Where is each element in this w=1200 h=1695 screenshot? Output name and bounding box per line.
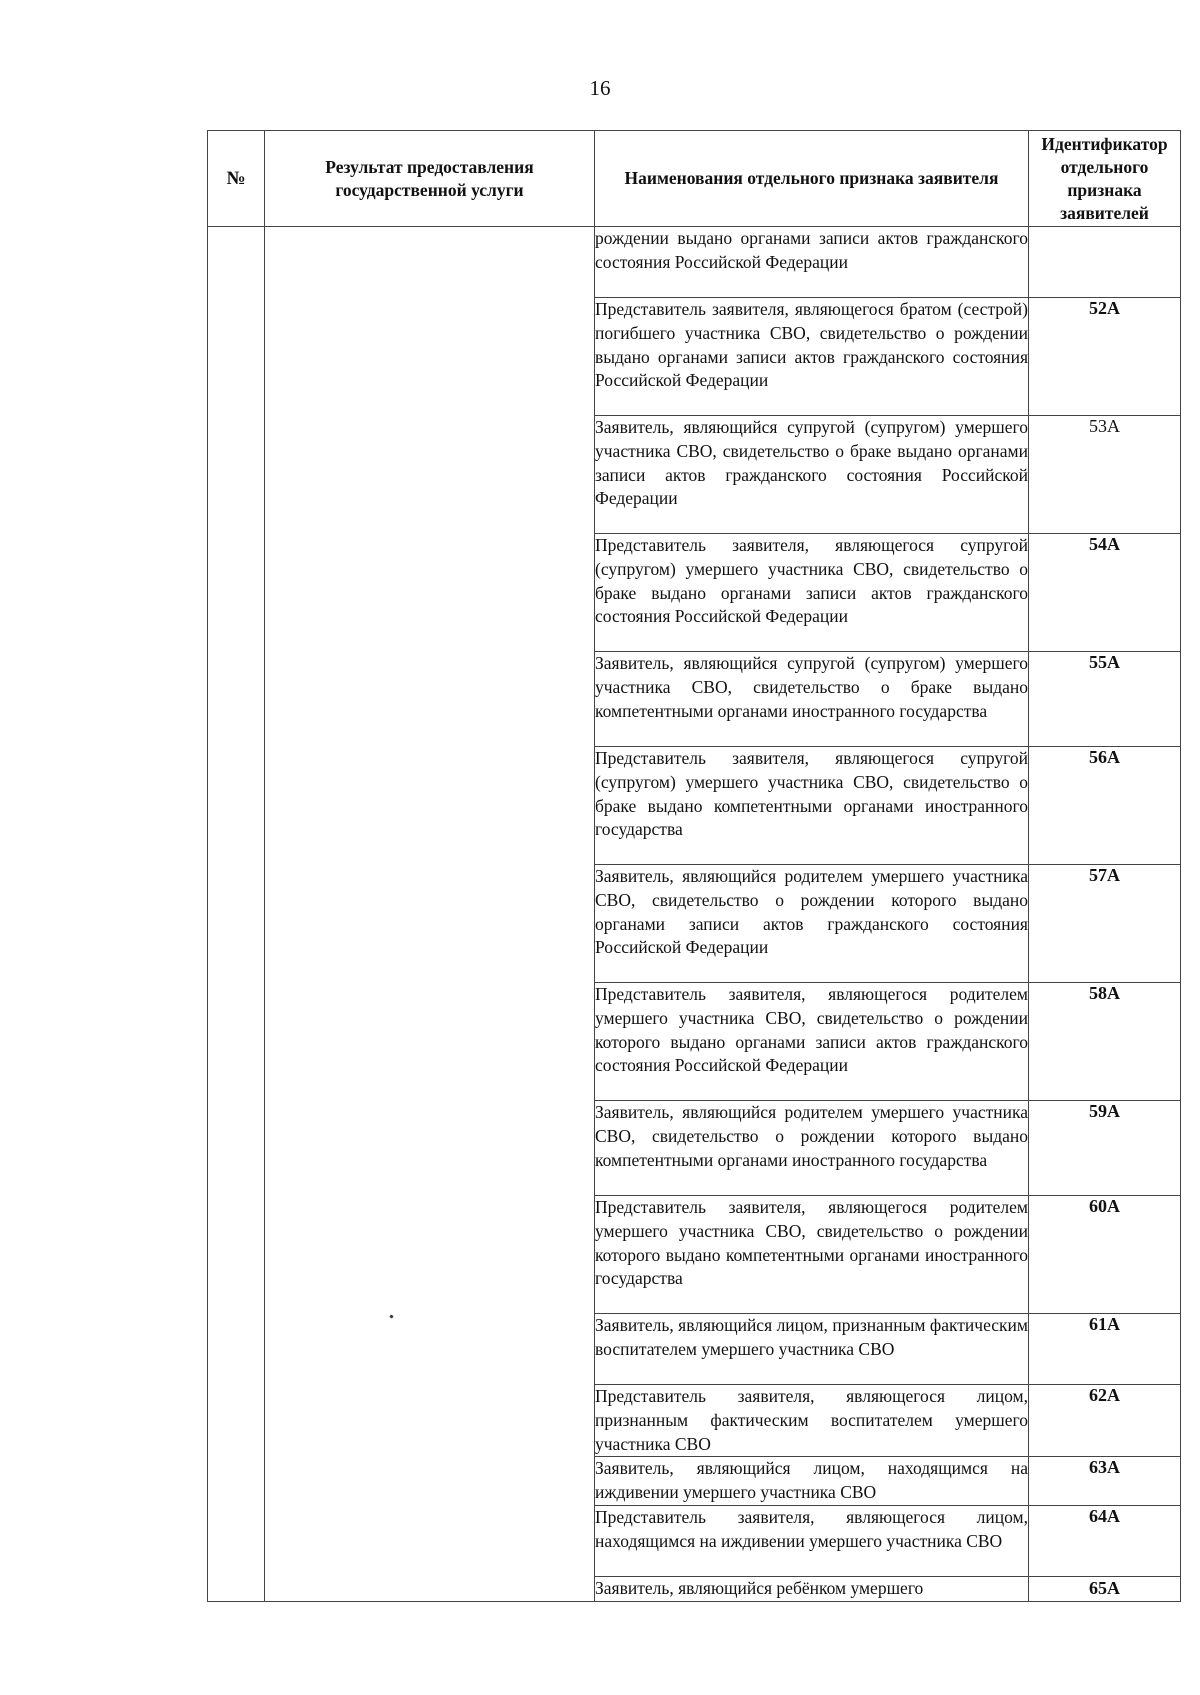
identifier-cell: 54А xyxy=(1029,534,1181,652)
identifier-cell: 55А xyxy=(1029,652,1181,747)
table-header-row xyxy=(208,131,1181,227)
feature-cell: Заявитель, являющийся лицом, находящимся на иждивении умершего участника СВО xyxy=(595,1457,1029,1506)
feature-cell: рождении выдано органами записи актов гражданского состояния Российской Федерации xyxy=(595,227,1029,298)
identifier-cell: 58А xyxy=(1029,983,1181,1101)
feature-cell: Представитель заявителя, являющегося лицом, находящимся на иждивении умершего участника СВО xyxy=(595,1505,1029,1576)
header-number: № xyxy=(208,131,265,227)
identifier-cell: 65А xyxy=(1029,1576,1181,1601)
feature-cell: Представитель заявителя, являющегося супругой (супругом) умершего участника СВО, свидетельство о браке выдано компетентными органами иностранного государства xyxy=(595,747,1029,865)
identifier-cell: 52А xyxy=(1029,298,1181,416)
feature-cell: Представитель заявителя, являющегося лицом, признанным фактическим воспитателем умершего участника СВО xyxy=(595,1385,1029,1457)
header-result: Результат предоставления государственной услуги xyxy=(265,131,595,227)
identifier-cell: 59А xyxy=(1029,1101,1181,1196)
feature-cell: Заявитель, являющийся супругой (супругом) умершего участника СВО, свидетельство о браке выдано органами записи актов гражданского состояния Российской Федерации xyxy=(595,416,1029,534)
feature-cell: Заявитель, являющийся ребёнком умершего xyxy=(595,1576,1029,1601)
identifier-cell: 61А xyxy=(1029,1314,1181,1385)
page-number: 16 xyxy=(589,76,611,100)
feature-cell: Представитель заявителя, являющегося родителем умершего участника СВО, свидетельство о рождении которого выдано органами записи актов гражданского состояния Российской Федерации xyxy=(595,983,1029,1101)
identifier-cell: 60А xyxy=(1029,1196,1181,1314)
identifier-cell: 57А xyxy=(1029,865,1181,983)
result-cell xyxy=(265,227,595,1602)
identifier-cell: 56А xyxy=(1029,747,1181,865)
identifier-cell: 62А xyxy=(1029,1385,1181,1457)
feature-cell: Заявитель, являющийся лицом, признанным фактическим воспитателем умершего участника СВО xyxy=(595,1314,1029,1385)
feature-cell: Представитель заявителя, являющегося родителем умершего участника СВО, свидетельство о рождении которого выдано компетентными органами иностранного государства xyxy=(595,1196,1029,1314)
header-feature-name: Наименования отдельного признака заявителя xyxy=(595,131,1029,227)
feature-cell: Представитель заявителя, являющегося братом (сестрой) погибшего участника СВО, свидетельство о рождении выдано органами записи актов гражданского состояния Российской Федерации xyxy=(595,298,1029,416)
header-identifier: Идентификатор отдельного признака заявителей xyxy=(1029,131,1181,227)
identifier-cell xyxy=(1029,227,1181,298)
feature-cell: Заявитель, являющийся родителем умершего участника СВО, свидетельство о рождении которого выдано органами записи актов гражданского состояния Российской Федерации xyxy=(595,865,1029,983)
identifier-cell: 64А xyxy=(1029,1505,1181,1576)
table-row xyxy=(208,227,1181,298)
feature-cell: Представитель заявителя, являющегося супругой (супругом) умершего участника СВО, свидетельство о браке выдано органами записи актов гражданского состояния Российской Федерации xyxy=(595,534,1029,652)
number-cell xyxy=(208,227,265,1602)
feature-cell: Заявитель, являющийся супругой (супругом) умершего участника СВО, свидетельство о браке выдано компетентными органами иностранного государства xyxy=(595,652,1029,747)
identifier-cell: 63А xyxy=(1029,1457,1181,1506)
identifier-cell: 53А xyxy=(1029,416,1181,534)
feature-cell: Заявитель, являющийся родителем умершего участника СВО, свидетельство о рождении которого выдано компетентными органами иностранного государства xyxy=(595,1101,1029,1196)
applicant-features-table xyxy=(207,130,1181,1602)
